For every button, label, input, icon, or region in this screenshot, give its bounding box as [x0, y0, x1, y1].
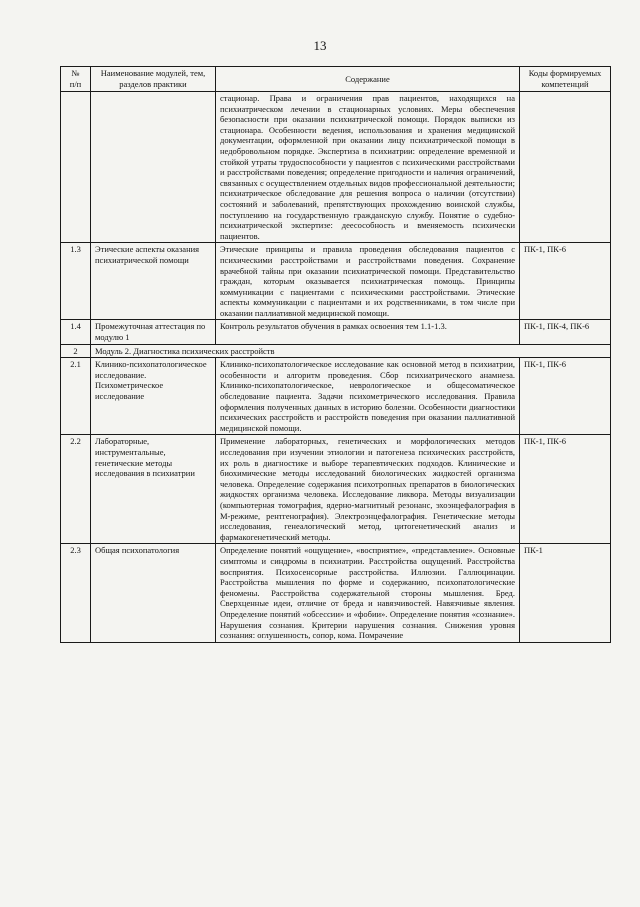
header-num: № п/п	[61, 67, 91, 92]
table-row	[61, 92, 611, 243]
header-name: Наименование модулей, тем, разделов практики	[91, 67, 216, 92]
row-codes: ПК-1, ПК-6	[520, 243, 611, 320]
row-num	[61, 92, 91, 243]
bottom-margin	[60, 864, 610, 907]
row-name	[91, 92, 216, 243]
table-row	[61, 243, 611, 320]
row-content: Клинико-психопатологическое исследование как основной метод в психиатрии, особенности и алгоритм проведения. Сбор психиатрического анамнеза. Клинико-психопатологическое, неврологическое и общесоматическое обследование пациента. Задачи психометрического исследования. Правила оформления полученных данных в историю болезни. Особенности диагностики психических расстройств и расстройств поведения при оказании паллиативной медицинской помощи.	[216, 358, 520, 435]
table-row	[61, 358, 611, 435]
row-content: стационар. Права и ограничения прав пациентов, находящихся на психиатрическом лечении в стационарных условиях. Меры обеспечения безопасности при оказании психиатрической помощи. Порядок выписки из стационара. Особенности ведения, использования и хранения медицинской документации, оформленной при оказании лицу психиатрической помощи в недобровольном порядке. Экспертиза в психиатрии: определение временной и стойкой утраты трудоспособности у пациентов с психическими расстройствами и расстройствами поведения; определение пригодности и наличия ограничений, связанных с осуществлением отдельных видов профессиональной деятельности; психиатрическое обследование для решения вопроса о наличии (отсутствии) состояний и заболеваний, препятствующих прохождению воинской службы, поступлению на государственную гражданскую службу. Понятие о судебно-психиатрической экспертизе: деесособность и вменяемость психически пациентов.	[216, 92, 520, 243]
row-content: Применение лабораторных, генетических и морфологических методов исследования при изучении этиологии и патогенеза психических расстройств, их роль в диагностике и выборе терапевтических подходов. Клинические и биохимические методы исследований биологических жидкостей организма человека. Определение содержания психотропных препаратов в биологических жидкостях организма человека. Исследование ликвора. Методы визуализации (компьютерная томография, ядерно-магнитный резонанс, эхоэнцефалография в М-режиме, рентгенография). Электроэнцефалография. Генетические методы исследования, генеалогический метод, цитогенетический анализ и фармакогенетический методы.	[216, 435, 520, 544]
module-num: 2	[61, 344, 91, 358]
row-name: Общая психопатология	[91, 544, 216, 642]
table-row	[61, 544, 611, 642]
module-title: Модуль 2. Диагностика психических расстройств	[91, 344, 611, 358]
row-num: 2.1	[61, 358, 91, 435]
row-codes: ПК-1, ПК-4, ПК-6	[520, 320, 611, 344]
row-name: Лабораторные, инструментальные, генетические методы исследования в психиатрии	[91, 435, 216, 544]
curriculum-table	[60, 66, 611, 643]
header-content: Содержание	[216, 67, 520, 92]
row-codes: ПК-1, ПК-6	[520, 358, 611, 435]
row-num: 1.3	[61, 243, 91, 320]
row-num: 1.4	[61, 320, 91, 344]
row-name: Этические аспекты оказания психиатрической помощи	[91, 243, 216, 320]
row-num: 2.3	[61, 544, 91, 642]
table-row	[61, 435, 611, 544]
row-content: Контроль результатов обучения в рамках освоения тем 1.1-1.3.	[216, 320, 520, 344]
row-codes	[520, 92, 611, 243]
table-header-row	[61, 67, 611, 92]
row-codes: ПК-1	[520, 544, 611, 642]
module-row	[61, 344, 611, 358]
row-name: Промежуточная аттестация по модулю 1	[91, 320, 216, 344]
row-name: Клинико-психопатологическое исследование. Психометрическое исследование	[91, 358, 216, 435]
row-num: 2.2	[61, 435, 91, 544]
row-codes: ПК-1, ПК-6	[520, 435, 611, 544]
table-row	[61, 320, 611, 344]
header-codes: Коды формируемых компетенций	[520, 67, 611, 92]
row-content: Определение понятий «ощущение», «восприятие», «представление». Основные симптомы и синдромы в психиатрии. Расстройства ощущений. Расстройства восприятия. Психосенсорные расстройства. Иллюзии. Галлюцинации. Расстройства мышления по форме и содержанию, психопатологические феномены. Расстройства содержательной стороны мышления. Бред. Сверхценные идеи, отличие от бреда и навязчивостей. Навязчивые явления. Определение понятий «обсессии» и «фобии». Определение понятия «сознание». Нарушения сознания. Критерии нарушения сознания. Снижения уровня сознания: оглушенность, сопор, кома. Помрачение	[216, 544, 520, 642]
page-number: 13	[313, 38, 327, 53]
row-content: Этические принципы и правила проведения обследования пациентов с психическими расстройствами и расстройствами поведения. Сохранение врачебной тайны при оказании психиатрической помощи. Представительство граждан, которым оказывается психиатрическая помощь. Принципы коммуникации с пациентами с психическими расстройствами. Этические аспекты коммуникации с пациентами и их родственниками, в том числе при оказании паллиативной медицинской помощи.	[216, 243, 520, 320]
